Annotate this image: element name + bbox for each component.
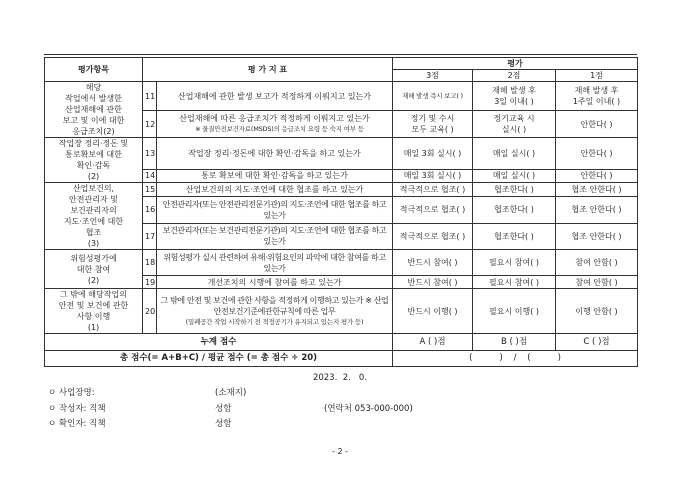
header-score: 평가 [393, 58, 638, 70]
category-line: (1) [87, 323, 100, 332]
category-line: 안전관리자 및 [69, 195, 118, 204]
row-indicator: 위험성평가 실시 관련하여 유해·위험요인의 파악에 대한 참여를 하고 있는가 [157, 250, 393, 276]
header-2-points: 2점 [473, 70, 556, 82]
category-other-duties [45, 289, 143, 334]
header-1-point: 1점 [556, 70, 638, 82]
row-number: 16 [143, 197, 157, 223]
row-1pt-option: 협조 안한다( ) [556, 183, 638, 197]
row-3pt-option [393, 111, 473, 138]
indicator-note: (밀폐공간 작업 시작하기 전 적정공기가 유지되고 있는지 평가 등) [185, 317, 364, 326]
option-line: 1주일 이내( ) [572, 97, 621, 107]
row-2pt-option: 협조한다( ) [473, 197, 556, 223]
header-category: 평가항목 [45, 58, 143, 82]
row-number: 11 [143, 82, 157, 111]
row-1pt-option: 협조 안한다( ) [556, 223, 638, 249]
signature-middle: 성함 [215, 419, 232, 429]
row-3pt-option: 적극적으로 협조( ) [393, 183, 473, 197]
option-line: 모두 교육( ) [411, 125, 454, 135]
row-3pt-option: 반드시 참여( ) [393, 250, 473, 276]
category-line: 통로확보에 대한 [65, 150, 122, 159]
option-line: 3일 이내( ) [494, 97, 534, 107]
row-indicator: 개선조치의 시행에 참여를 하고 있는가 [157, 276, 393, 289]
option-line: 정기 및 수시 [410, 114, 455, 124]
subtotal-row [45, 334, 638, 351]
document-date: 2023. 2. 0. [312, 373, 368, 383]
table-row [45, 183, 638, 197]
category-line: 안전 및 보건에 관한 [58, 301, 129, 310]
indicator-text: 그 밖에 안전 및 보건에 관한 사항을 적정하게 이행하고 있는가 ※ 산업안전보건기준에관한규칙에 따른 업무 [160, 295, 389, 316]
category-line: (3) [87, 239, 100, 248]
category-line: 그 밖에 해당작업의 [60, 290, 127, 299]
category-line: 위험성평가에 [70, 253, 117, 263]
category-line: 지도·조언에 대한 [63, 217, 124, 226]
indicator-text: 산업재해에 따른 응급조치가 적정하게 이뤄지고 있는가 [179, 114, 370, 124]
option-line: 재해 발생 후 [574, 86, 619, 96]
total-value: ( ) / ( ) [393, 351, 638, 367]
indicator-note: ※ 물질안전보건자료(MSDS)의 응급조치 요령 등 숙지 여부 등 [195, 125, 364, 134]
row-indicator: 안전관리자(또는 안전관리전문기관)의 지도·조언에 대한 협조를 하고 있는가 [157, 197, 393, 223]
total-row [45, 351, 638, 367]
row-2pt-option [473, 111, 556, 138]
row-number: 12 [143, 111, 157, 138]
category-line: 확인·감독 [76, 161, 111, 170]
signature-middle: (소재지) [215, 388, 247, 398]
row-2pt-option: 필요시 이행( ) [473, 289, 556, 334]
row-1pt-option [556, 82, 638, 111]
row-3pt-option: 적극적으로 협조( ) [393, 197, 473, 223]
table-header-row [45, 58, 638, 70]
category-line: 사항 이행 [76, 312, 111, 321]
row-number: 13 [143, 138, 157, 170]
row-indicator [157, 111, 393, 138]
row-indicator: 산업재해에 관한 발생 보고가 적정하게 이뤄지고 있는가 [157, 82, 393, 111]
category-line: 대한 참여 [76, 264, 111, 274]
table-row [45, 82, 638, 111]
table-row [45, 138, 638, 170]
row-2pt-option: 필요시 참여( ) [473, 250, 556, 276]
row-indicator [157, 289, 393, 334]
table-row [45, 289, 638, 334]
page-number: - 2 - [332, 447, 348, 456]
subtotal-label: 누계 점수 [45, 334, 393, 351]
category-line: 작업장 정리·정돈 및 [58, 139, 129, 148]
category-line: 보건관리자의 [70, 206, 117, 215]
row-1pt-option: 이행 안함( ) [556, 289, 638, 334]
row-2pt-option: 협조한다( ) [473, 223, 556, 249]
row-3pt-option: 매일 3회 실시( ) [393, 169, 473, 183]
row-2pt-option [473, 82, 556, 111]
signature-label: ㅇ 확인자: 직책 [48, 419, 106, 429]
row-1pt-option: 참여 안함( ) [556, 250, 638, 276]
category-line: 산업보건의, [72, 184, 115, 193]
category-report-first-aid [45, 82, 143, 138]
category-advisor-cooperation [45, 183, 143, 250]
header-indicator: 평 가 지 표 [143, 58, 393, 82]
table-top-border [44, 54, 637, 55]
row-3pt-option: 반드시 이행( ) [393, 289, 473, 334]
row-indicator: 보건관리자(또는 보건관리전문기관)의 지도·조언에 대한 협조를 하고 있는가 [157, 223, 393, 249]
row-2pt-option: 매일 실시( ) [473, 169, 556, 183]
option-line: 정기교육 시 [493, 114, 535, 124]
row-3pt-option: 재해 발생 즉시 보고( ) [393, 82, 473, 111]
row-1pt-option: 안한다( ) [556, 138, 638, 170]
category-line: 산업재해에 관한 [65, 105, 122, 114]
row-3pt-option: 매일 3회 실시( ) [393, 138, 473, 170]
signature-label: ㅇ 사업장명: [48, 388, 95, 398]
row-indicator: 산업보건의의 지도·조언에 대한 협조를 하고 있는가 [157, 183, 393, 197]
category-line: 응급조치(2) [72, 127, 115, 136]
table-row [45, 250, 638, 276]
row-number: 20 [143, 289, 157, 334]
row-number: 15 [143, 183, 157, 197]
category-line: 작업에서 발생한 [65, 94, 122, 103]
row-2pt-option: 필요시 참여( ) [473, 276, 556, 289]
row-1pt-option: 안한다( ) [556, 169, 638, 183]
header-3-points: 3점 [393, 70, 473, 82]
option-line: 실시( ) [501, 125, 527, 135]
row-3pt-option: 적극적으로 협조( ) [393, 223, 473, 249]
row-indicator: 작업장 정리·정돈에 대한 확인·감독을 하고 있는가 [157, 138, 393, 170]
option-line: 재해 발생 후 [492, 86, 536, 96]
signature-middle: 성함 [215, 404, 232, 414]
total-label: 총 점수(= A+B+C) / 평균 점수 (= 총 점수 ÷ 20) [45, 351, 393, 367]
row-1pt-option: 안한다( ) [556, 111, 638, 138]
subtotal-b: B ( )점 [473, 334, 556, 351]
evaluation-table [44, 57, 638, 367]
category-risk-assessment [45, 250, 143, 289]
category-housekeeping [45, 138, 143, 183]
category-line: 협조 [85, 228, 102, 237]
row-1pt-option: 참여 안함( ) [556, 276, 638, 289]
row-3pt-option: 반드시 참여( ) [393, 276, 473, 289]
row-number: 18 [143, 250, 157, 276]
row-number: 17 [143, 223, 157, 249]
signature-label: ㅇ 작성자: 직책 [48, 404, 106, 414]
row-2pt-option: 협조한다( ) [473, 183, 556, 197]
subtotal-c: C ( )점 [556, 334, 638, 351]
subtotal-a: A ( )점 [393, 334, 473, 351]
category-line: (2) [87, 172, 100, 181]
signature-contact: (연락처 053-000-000) [324, 404, 413, 414]
row-2pt-option: 매일 실시( ) [473, 138, 556, 170]
category-line: (2) [87, 275, 100, 285]
row-number: 19 [143, 276, 157, 289]
category-line: 해당 [85, 83, 102, 92]
category-line: 보고 및 이에 대한 [62, 116, 125, 125]
row-number: 14 [143, 169, 157, 183]
row-indicator: 통로 확보에 대한 확인·감독을 하고 있는가 [157, 169, 393, 183]
row-1pt-option: 협조 안한다( ) [556, 197, 638, 223]
